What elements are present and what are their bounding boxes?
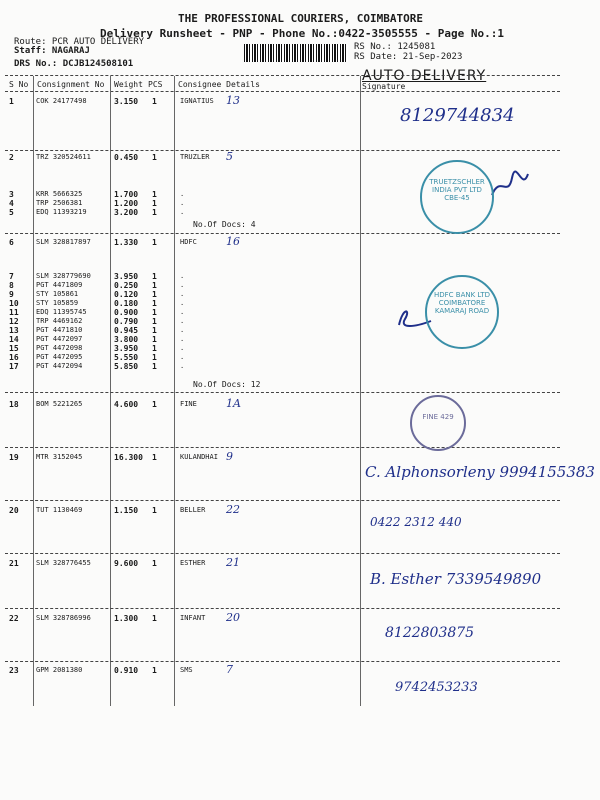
- row-sno: 21: [9, 559, 19, 568]
- row-consignee: .: [180, 290, 185, 298]
- row-pcs: 1: [152, 238, 157, 247]
- divider: [5, 233, 560, 234]
- row-sno: 11: [9, 308, 19, 317]
- row-consignee: .: [180, 208, 185, 216]
- row-consignment: PGT 4472094: [36, 362, 83, 370]
- row-pcs: 1: [152, 559, 157, 568]
- row-consignment: PGT 4472097: [36, 335, 83, 343]
- row-note: 13: [226, 94, 240, 107]
- row-sno: 23: [9, 666, 19, 675]
- row-consignee: .: [180, 317, 185, 325]
- row-consignment: SLM 328786996: [36, 614, 91, 622]
- company-title: THE PROFESSIONAL COURIERS, COIMBATORE: [178, 12, 424, 25]
- row-consignment: TRP 4469162: [36, 317, 83, 325]
- row-note: 1A: [226, 397, 241, 410]
- col-consignment: Consignment No: [37, 80, 105, 89]
- row-pcs: 1: [152, 290, 157, 299]
- row-consignee: KULANDHAI: [180, 453, 218, 461]
- company-stamp: TRUETZSCHLER INDIA PVT LTD CBE-45: [420, 160, 494, 234]
- row-pcs: 1: [152, 208, 157, 217]
- row-consignment: SLM 328817897: [36, 238, 91, 246]
- divider: [5, 447, 560, 448]
- row-sno: 13: [9, 326, 19, 335]
- row-consignee: .: [180, 362, 185, 370]
- row-pcs: 1: [152, 353, 157, 362]
- row-weight: 5.550: [114, 353, 139, 362]
- row-pcs: 1: [152, 344, 157, 353]
- row-note: 20: [226, 611, 240, 624]
- rs-number: RS No.: 1245081: [354, 42, 436, 52]
- row-consignment: TUT 1130469: [36, 506, 83, 514]
- row-consignee: .: [180, 326, 185, 334]
- row-pcs: 1: [152, 317, 157, 326]
- row-consignment: SLM 328779690: [36, 272, 91, 280]
- docs-note: No.Of Docs: 12: [193, 380, 261, 389]
- row-sno: 22: [9, 614, 19, 623]
- column-rule: [174, 76, 175, 706]
- divider: [5, 608, 560, 609]
- row-consignment: STY 105861: [36, 290, 79, 298]
- divider: [5, 553, 560, 554]
- col-sno: S No: [9, 80, 29, 89]
- row-consignment: GPM 2081380: [36, 666, 83, 674]
- row-note: 7: [226, 663, 233, 676]
- row-consignment: STY 105859: [36, 299, 79, 307]
- signature-scribble: [490, 170, 530, 200]
- row-sno: 18: [9, 400, 19, 409]
- row-weight: 0.900: [114, 308, 139, 317]
- row-sno: 15: [9, 344, 19, 353]
- row-weight: 3.950: [114, 344, 139, 353]
- row-consignee: ESTHER: [180, 559, 206, 567]
- row-pcs: 1: [152, 272, 157, 281]
- col-weight: Weight: [114, 80, 143, 89]
- row-consignment: PGT 4471809: [36, 281, 83, 289]
- col-pcs: PCS: [148, 80, 163, 89]
- row-sno: 10: [9, 299, 19, 308]
- row-pcs: 1: [152, 153, 157, 162]
- row-note: 16: [226, 235, 240, 248]
- row-consignment: TRP 2506381: [36, 199, 83, 207]
- row-pcs: 1: [152, 299, 157, 308]
- row-consignee: .: [180, 281, 185, 289]
- row-weight: 3.800: [114, 335, 139, 344]
- row-consignee: .: [180, 353, 185, 361]
- row-sno: 6: [9, 238, 14, 247]
- row-consignee: HDFC: [180, 238, 197, 246]
- row-sno: 1: [9, 97, 14, 106]
- row-note: 9: [226, 450, 233, 463]
- row-sno: 5: [9, 208, 14, 217]
- row-weight: 5.850: [114, 362, 139, 371]
- row-consignee: FINE: [180, 400, 197, 408]
- row-sno: 14: [9, 335, 19, 344]
- row-sno: 7: [9, 272, 14, 281]
- col-consignee: Consignee Details: [178, 80, 260, 89]
- row-consignment: PGT 4472098: [36, 344, 83, 352]
- row-pcs: 1: [152, 400, 157, 409]
- row-pcs: 1: [152, 199, 157, 208]
- row-consignee: .: [180, 299, 185, 307]
- row-sno: 17: [9, 362, 19, 371]
- row-pcs: 1: [152, 666, 157, 675]
- signature-19: C. Alphonsorleny 9994155383: [365, 463, 595, 481]
- column-rule: [110, 76, 111, 706]
- row-pcs: 1: [152, 614, 157, 623]
- divider: [5, 500, 560, 501]
- row-pcs: 1: [152, 362, 157, 371]
- row-weight: 9.600: [114, 559, 139, 568]
- row-weight: 3.200: [114, 208, 139, 217]
- row-consignee: .: [180, 190, 185, 198]
- runsheet-line: Delivery Runsheet - PNP - Phone No.:0422-3505555 - Page No.:1: [100, 27, 504, 40]
- row-consignee: .: [180, 308, 185, 316]
- row-weight: 3.950: [114, 272, 139, 281]
- row-pcs: 1: [152, 281, 157, 290]
- row-consignment: EDQ 11393219: [36, 208, 87, 216]
- row-weight: 0.945: [114, 326, 139, 335]
- row-pcs: 1: [152, 97, 157, 106]
- row-consignee: .: [180, 199, 185, 207]
- row-sno: 12: [9, 317, 19, 326]
- row-consignee: TRUZLER: [180, 153, 210, 161]
- row-note: 21: [226, 556, 240, 569]
- row-pcs: 1: [152, 453, 157, 462]
- row-consignment: EDQ 11395745: [36, 308, 87, 316]
- column-rule: [33, 76, 34, 706]
- signature-22: 8122803875: [385, 625, 475, 641]
- row-consignee: BELLER: [180, 506, 206, 514]
- row-consignment: KRR 5666325: [36, 190, 83, 198]
- row-consignee: .: [180, 335, 185, 343]
- row-weight: 0.250: [114, 281, 139, 290]
- divider: [5, 75, 560, 76]
- docs-note: No.Of Docs: 4: [193, 220, 256, 229]
- row-sno: 2: [9, 153, 14, 162]
- row-pcs: 1: [152, 308, 157, 317]
- rs-date: RS Date: 21-Sep-2023: [354, 52, 463, 62]
- row-weight: 0.120: [114, 290, 139, 299]
- row-weight: 1.330: [114, 238, 139, 247]
- row-weight: 1.700: [114, 190, 139, 199]
- row-consignment: BOM 5221265: [36, 400, 83, 408]
- row-note: 22: [226, 503, 240, 516]
- row-consignment: PGT 4471810: [36, 326, 83, 334]
- row-consignee: SMS: [180, 666, 193, 674]
- row-pcs: 1: [152, 506, 157, 515]
- row-consignment: SLM 328776455: [36, 559, 91, 567]
- row-consignee: INFANT: [180, 614, 206, 622]
- row-weight: 0.910: [114, 666, 139, 675]
- row-consignment: PGT 4472095: [36, 353, 83, 361]
- row-weight: 3.150: [114, 97, 139, 106]
- row-weight: 1.300: [114, 614, 139, 623]
- row-weight: 1.150: [114, 506, 139, 515]
- signature-1: 8129744834: [400, 105, 515, 126]
- row-weight: 1.200: [114, 199, 139, 208]
- signature-23: 9742453233: [395, 680, 478, 695]
- col-signature: Signature: [362, 82, 406, 91]
- row-weight: 4.600: [114, 400, 139, 409]
- row-sno: 3: [9, 190, 14, 199]
- auto-delivery-mark: AUTO DELIVERY: [362, 68, 487, 84]
- row-sno: 19: [9, 453, 19, 462]
- row-consignment: COK 24177498: [36, 97, 87, 105]
- row-sno: 4: [9, 199, 14, 208]
- row-pcs: 1: [152, 326, 157, 335]
- row-sno: 20: [9, 506, 19, 515]
- row-consignee: .: [180, 344, 185, 352]
- row-consignee: .: [180, 272, 185, 280]
- divider: [5, 392, 560, 393]
- signature-21: B. Esther 7339549890: [370, 570, 542, 588]
- bank-stamp: HDFC BANK LTD COIMBATORE KAMARAJ ROAD: [425, 275, 499, 349]
- row-sno: 16: [9, 353, 19, 362]
- divider: [5, 91, 560, 92]
- fine-stamp: FINE 429: [410, 395, 466, 451]
- row-consignment: MTR 3152045: [36, 453, 83, 461]
- staff: Staff: NAGARAJ: [14, 46, 90, 56]
- column-rule: [360, 76, 361, 706]
- row-consignment: TRZ 320524611: [36, 153, 91, 161]
- row-weight: 16.300: [114, 453, 143, 462]
- row-pcs: 1: [152, 335, 157, 344]
- row-weight: 0.180: [114, 299, 139, 308]
- drs-number: DRS No.: DCJB124508101: [14, 59, 134, 69]
- route: Route: PCR AUTO DELIVERY: [14, 37, 145, 47]
- row-sno: 8: [9, 281, 14, 290]
- row-consignee: IGNATIUS: [180, 97, 214, 105]
- barcode: [244, 44, 348, 62]
- row-weight: 0.790: [114, 317, 139, 326]
- row-sno: 9: [9, 290, 14, 299]
- row-weight: 0.450: [114, 153, 139, 162]
- row-note: 5: [226, 150, 233, 163]
- row-pcs: 1: [152, 190, 157, 199]
- divider: [5, 150, 560, 151]
- signature-20: 0422 2312 440: [370, 515, 462, 529]
- divider: [5, 661, 560, 662]
